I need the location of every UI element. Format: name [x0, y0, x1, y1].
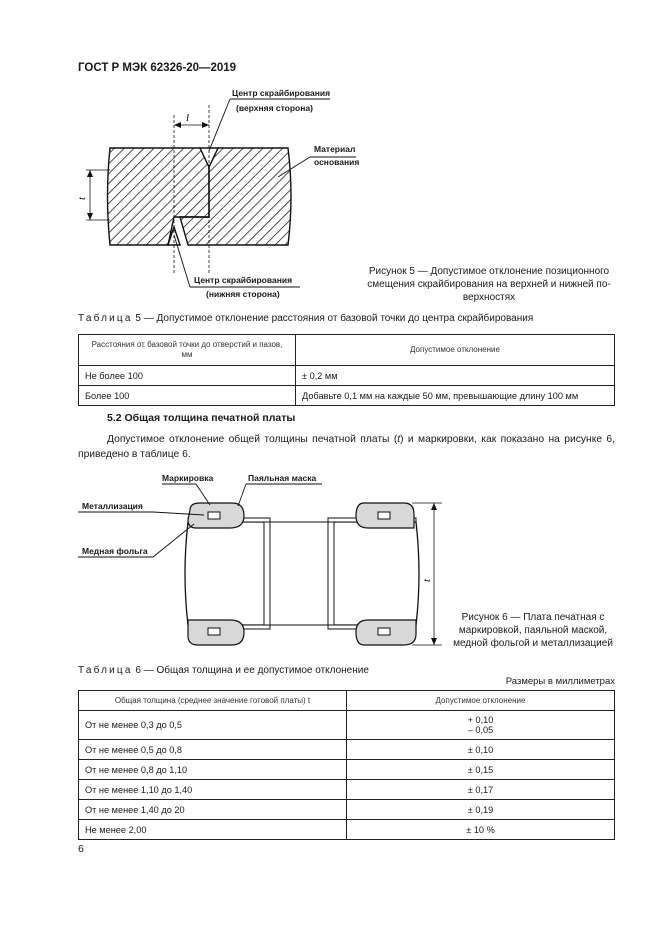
table-row [79, 820, 615, 840]
fig5-center-top-label: Центр скрайбирования [232, 88, 331, 98]
table-cell: ± 10 % [347, 820, 615, 840]
table-cell: ± 0,10 [347, 740, 615, 760]
fig6-caption-line1: Рисунок 6 — Плата печатная с [461, 612, 605, 623]
table-cell: От не менее 1,10 до 1,40 [79, 780, 347, 800]
table-cell: ± 0,15 [347, 760, 615, 780]
table-row [79, 366, 615, 386]
para-t: t [397, 434, 401, 445]
table-6-title [78, 665, 369, 676]
table-cell: От не менее 0,8 до 1,10 [79, 760, 347, 780]
para-part-1: Допустимое отклонение общей толщины печатной платы ( [107, 434, 398, 445]
fig5-center-top-side-label: (верхняя сторона) [236, 103, 313, 113]
fig5-dim-t: t [76, 196, 88, 200]
table-6-header-row [79, 691, 615, 711]
table-6-units: Размеры в миллиметрах [505, 676, 615, 687]
fig6-metallization-label: Металлизация [82, 501, 143, 511]
figure-6-drawing [78, 470, 450, 655]
table-cell: От не менее 0,5 до 0,8 [79, 740, 347, 760]
table-cell: Более 100 [79, 386, 296, 406]
table-row [79, 740, 615, 760]
fig5-center-bottom-label: Центр скрайбирования [194, 275, 293, 285]
fig5-material-label-1: Материал [314, 144, 356, 154]
table-cell: ± 0,19 [347, 800, 615, 820]
table-cell: Не менее 2,00 [79, 820, 347, 840]
tolerance-plus: + 0,10 [467, 715, 494, 725]
table-row [79, 800, 615, 820]
tolerance-minus: – 0,05 [467, 725, 494, 735]
fig6-copper-foil-label: Медная фольга [82, 546, 148, 556]
section-title: 5.2 Общая толщина печатной платы [107, 412, 296, 424]
table-row [79, 711, 615, 740]
table-6-col1: Общая толщина (среднее значение готовой платы) t [79, 691, 347, 711]
table-6-number-title: 6 — Общая толщина и ее допустимое отклонение [135, 665, 369, 676]
table-cell [347, 711, 615, 740]
table-cell: Добавьте 0,1 мм на каждые 50 мм, превышающие длину 100 мм [296, 386, 615, 406]
table-5 [78, 334, 615, 406]
fig5-material-label-2: основания [314, 157, 360, 167]
table-cell: ± 0,2 мм [296, 366, 615, 386]
figure-5-drawing [78, 85, 368, 305]
table-5-number-title: 5 — Допустимое отклонение расстояния от базовой точки до центра скрайбирования [135, 313, 534, 324]
table-6 [78, 690, 615, 840]
fig6-caption-line2: маркировкой, паяльной маской, [458, 625, 608, 636]
table-5-col1: Расстояния от базовой точки до отверстий и пазов, мм [79, 335, 296, 366]
para-part-2: ) и маркировки, как показано на рисунке 6, приведено в таблице 6. [78, 434, 615, 460]
fig5-caption-line2: смещения скрайбирования на верхней и нижней по- [367, 279, 611, 290]
fig6-solder-mask-label: Паяльная маска [248, 473, 317, 483]
fig5-dim-l: l [186, 112, 190, 124]
standard-header: ГОСТ Р МЭК 62326-20—2019 [78, 62, 237, 74]
fig5-caption-line1: Рисунок 5 — Допустимое отклонение позиционного [368, 266, 610, 277]
figure-5-caption [360, 265, 618, 304]
table-6-col2: Допустимое отклонение [347, 691, 615, 711]
table-6-prefix: Таблица [78, 665, 133, 676]
table-row [79, 760, 615, 780]
fig6-caption-line3: медной фольгой и металлизацией [453, 638, 613, 649]
table-cell: Не более 100 [79, 366, 296, 386]
fig5-caption-line3: верхностях [462, 292, 516, 303]
table-5-prefix: Таблица [78, 313, 133, 324]
table-row [79, 386, 615, 406]
figure-6-caption [448, 611, 618, 650]
section-paragraph [78, 432, 615, 462]
table-5-title [78, 313, 533, 324]
figure-5 [78, 85, 368, 305]
table-cell: От не менее 0,3 до 0,5 [79, 711, 347, 740]
table-cell: ± 0,17 [347, 780, 615, 800]
figure-6 [78, 470, 450, 655]
table-5-col2: Допустимое отклонение [296, 335, 615, 366]
table-cell: От не менее 1,40 до 20 [79, 800, 347, 820]
fig6-marking-label: Маркировка [162, 473, 214, 483]
page-number: 6 [78, 843, 84, 855]
table-row [79, 780, 615, 800]
fig6-dim-t: t [421, 578, 433, 582]
fig5-center-bottom-side-label: (нижняя сторона) [206, 289, 280, 299]
table-5-header-row [79, 335, 615, 366]
